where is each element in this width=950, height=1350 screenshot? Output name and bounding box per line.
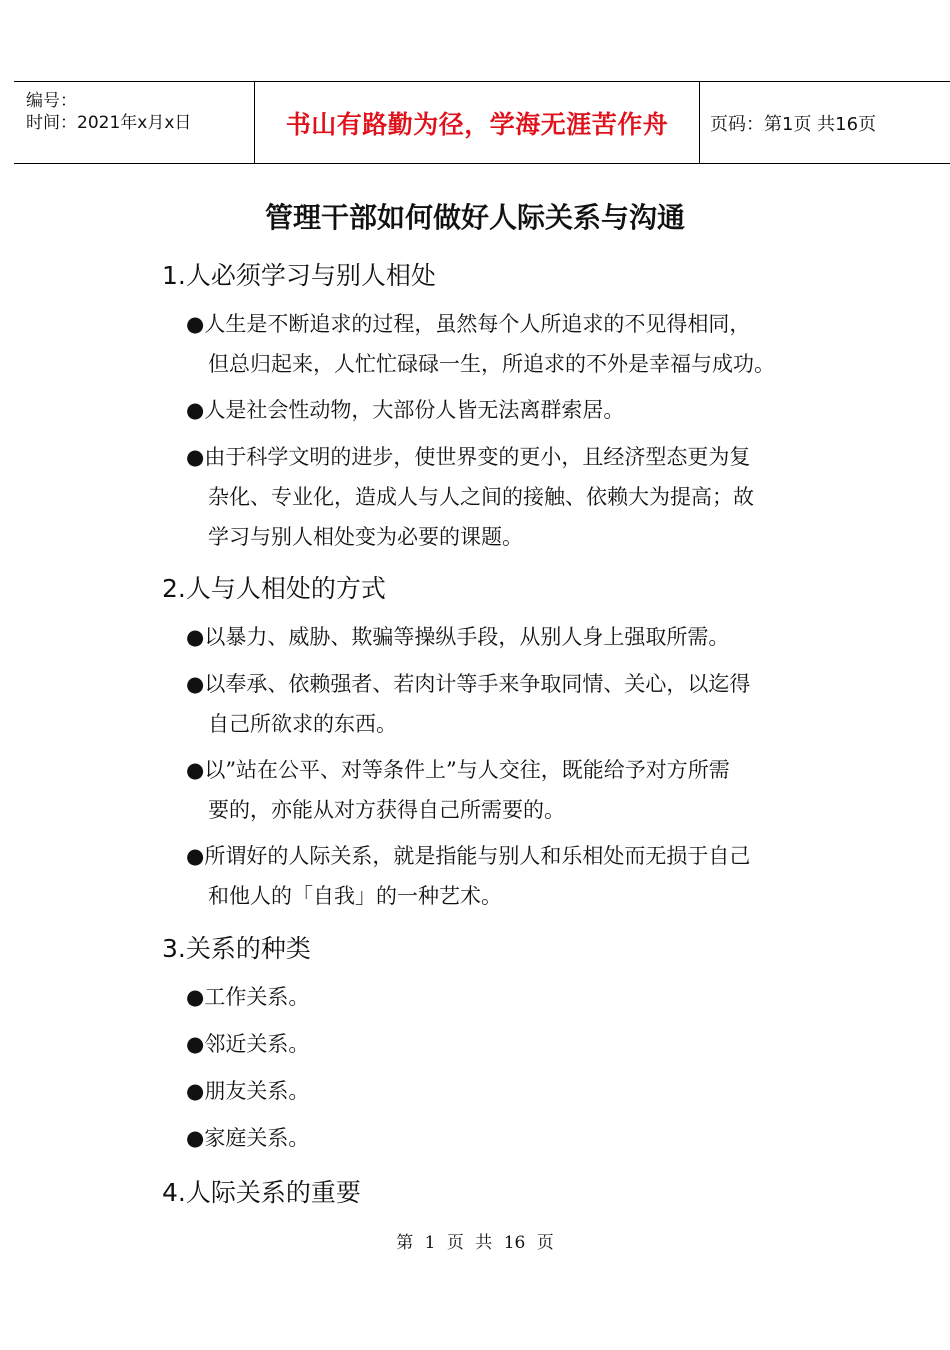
bullet-line: 杂化、专业化，造成人与人之间的接触、依赖大为提高；故 [208,485,754,509]
bullet-line: ●由于科学文明的进步，使世界变的更小，且经济型态更为复 [186,445,751,469]
bullet-item [186,836,826,916]
section-heading: 4.人际关系的重要 [162,1178,361,1207]
bullet-line: ●邻近关系。 [186,1032,310,1056]
document-title: 管理干部如何做好人际关系与沟通 [264,201,685,234]
bullet-line: ●以暴力、威胁、欺骗等操纵手段，从别人身上强取所需。 [186,625,730,649]
document-time-label: 时间：2021年x月x日 [26,113,192,133]
bullet-line: ●朋友关系。 [186,1079,310,1103]
section-heading: 3.关系的种类 [162,934,311,963]
bullet-item [186,750,826,830]
bullet-line: ●以”站在公平、对等条件上”与人交往，既能给予对方所需 [186,758,730,782]
header-meta-cell [14,82,255,163]
bullet-line: ●家庭关系。 [186,1126,310,1150]
bullet-line: ●以奉承、依赖强者、若肉计等手来争取同情、关心，以迄得 [186,672,751,696]
header-page-cell [700,82,950,163]
bullet-item [186,390,826,430]
section-heading: 1.人必须学习与别人相处 [162,261,436,290]
bullet-item [186,664,826,744]
bullet-line: 自己所欲求的东西。 [208,712,397,736]
bullet-line: ●所谓好的人际关系，就是指能与别人和乐相处而无损于自己 [186,844,751,868]
bullet-line: ●工作关系。 [186,985,310,1009]
document-header [14,81,950,164]
bullet-line: ●人是社会性动物，大部份人皆无法离群索居。 [186,398,625,422]
bullet-line: 学习与别人相处变为必要的课题。 [208,525,523,549]
bullet-line: 但总归起来，人忙忙碌碌一生，所追求的不外是幸福与成功。 [208,352,775,376]
bullet-item [186,304,826,384]
document-number-label: 编号： [26,91,77,111]
bullet-item [186,1118,826,1158]
bullet-item [186,437,826,557]
bullet-item [186,1024,826,1064]
bullet-item [186,977,826,1017]
bullet-line: ●人生是不断追求的过程，虽然每个人所追求的不见得相同， [186,312,751,336]
bullet-line: 要的，亦能从对方获得自己所需要的。 [208,798,565,822]
header-motto: 书山有路勤为径，学海无涯苦作舟 [285,109,669,139]
bullet-item [186,1071,826,1111]
section-heading: 2.人与人相处的方式 [162,574,386,603]
header-page-number: 页码：第1页 共16页 [710,113,877,135]
bullet-item [186,617,826,657]
bullet-line: 和他人的「自我」的一种艺术。 [208,884,502,908]
header-motto-cell [255,82,700,163]
page-footer: 第 1 页 共 16 页 [396,1233,554,1253]
